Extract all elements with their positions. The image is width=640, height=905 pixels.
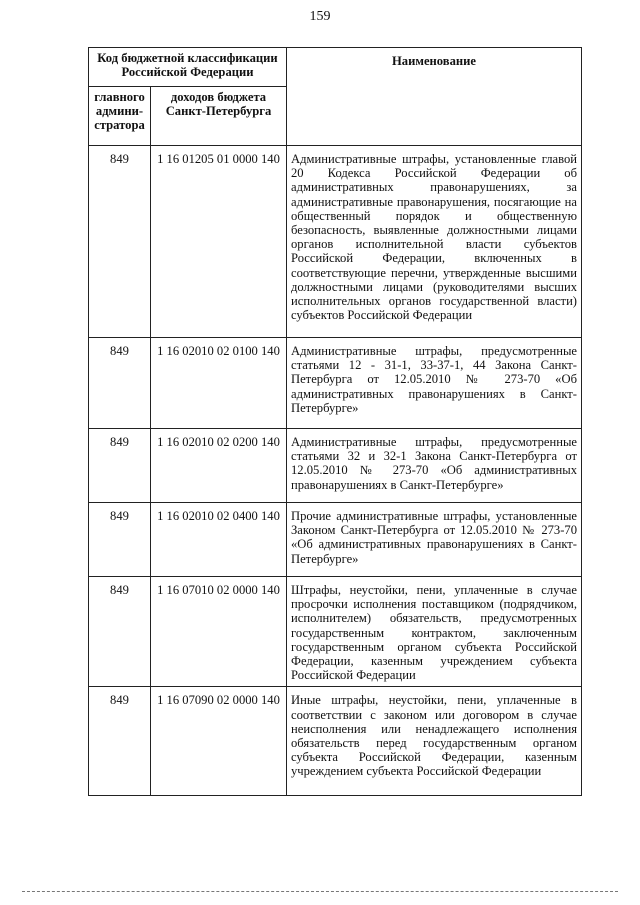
- admin-code-cell: 849: [89, 503, 151, 577]
- admin-code-cell: 849: [89, 338, 151, 429]
- page-number: 159: [309, 9, 331, 24]
- admin-code-cell: 849: [89, 577, 151, 687]
- revenue-code-cell: 1 16 07010 02 0000 140: [151, 577, 287, 687]
- revenue-code-cell: 1 16 01205 01 0000 140: [151, 146, 287, 338]
- revenue-code-cell: 1 16 02010 02 0100 140: [151, 338, 287, 429]
- name-cell: Прочие административные штрафы, установленные Законом Санкт-Петербурга от 12.05.2010 № 273-70 «Об административных правонарушениях в Санкт-Петербурге»: [287, 503, 582, 577]
- header-main-administrator: главного админи-стратора: [89, 87, 151, 146]
- table-row: [89, 429, 582, 503]
- revenue-code-cell: 1 16 02010 02 0200 140: [151, 429, 287, 503]
- header-budget-code-group: Код бюджетной классификации Российской Федерации: [89, 48, 287, 87]
- header-name-column: Наименование: [287, 48, 582, 146]
- admin-code-cell: 849: [89, 687, 151, 796]
- table-row: [89, 146, 582, 338]
- name-cell: Административные штрафы, предусмотренные статьями 12 - 31-1, 33-37-1, 44 Закона Санкт-Петербурга от 12.05.2010 № 273-70 «Об административных правонарушениях в Санкт-Петербурге»: [287, 338, 582, 429]
- table-row: [89, 338, 582, 429]
- name-cell: Штрафы, неустойки, пени, уплаченные в случае просрочки исполнения поставщиком (подрядчиком, исполнителем) обязательств, предусмотренных государственным контрактом, заключенным государственным органом субъекта Российской Федерации, казенным учреждением субъекта Российской Федерации: [287, 577, 582, 687]
- revenue-code-cell: 1 16 07090 02 0000 140: [151, 687, 287, 796]
- table-row: [89, 503, 582, 577]
- scan-footer-divider: [22, 891, 618, 892]
- name-cell: Административные штрафы, установленные главой 20 Кодекса Российской Федерации об административных правонарушениях, за административные правонарушения, посягающие на общественный порядок и общественную безопасность, выявленные должностными лицами органов исполнительной власти субъектов Российской Федерации, включенных в соответствующие перечни, утвержденные высшими должностными лицами (руководителями высших исполнительных органов государственной власти) субъектов Российской Федерации: [287, 146, 582, 338]
- budget-classification-table: [88, 47, 582, 796]
- name-cell: Административные штрафы, предусмотренные статьями 32 и 32-1 Закона Санкт-Петербурга от 12.05.2010 № 273-70 «Об административных правонарушениях в Санкт-Петербурге»: [287, 429, 582, 503]
- revenue-code-cell: 1 16 02010 02 0400 140: [151, 503, 287, 577]
- table-header-row: [89, 48, 582, 87]
- admin-code-cell: 849: [89, 429, 151, 503]
- table-row: [89, 577, 582, 687]
- header-budget-revenue: доходов бюджета Санкт-Петербурга: [151, 87, 287, 146]
- admin-code-cell: 849: [89, 146, 151, 338]
- name-cell: Иные штрафы, неустойки, пени, уплаченные в соответствии с законом или договором в случае неисполнения или ненадлежащего исполнения обязательств перед государственным органом субъекта Российской Федерации, казенным учреждением субъекта Российской Федерации: [287, 687, 582, 796]
- table-row: [89, 687, 582, 796]
